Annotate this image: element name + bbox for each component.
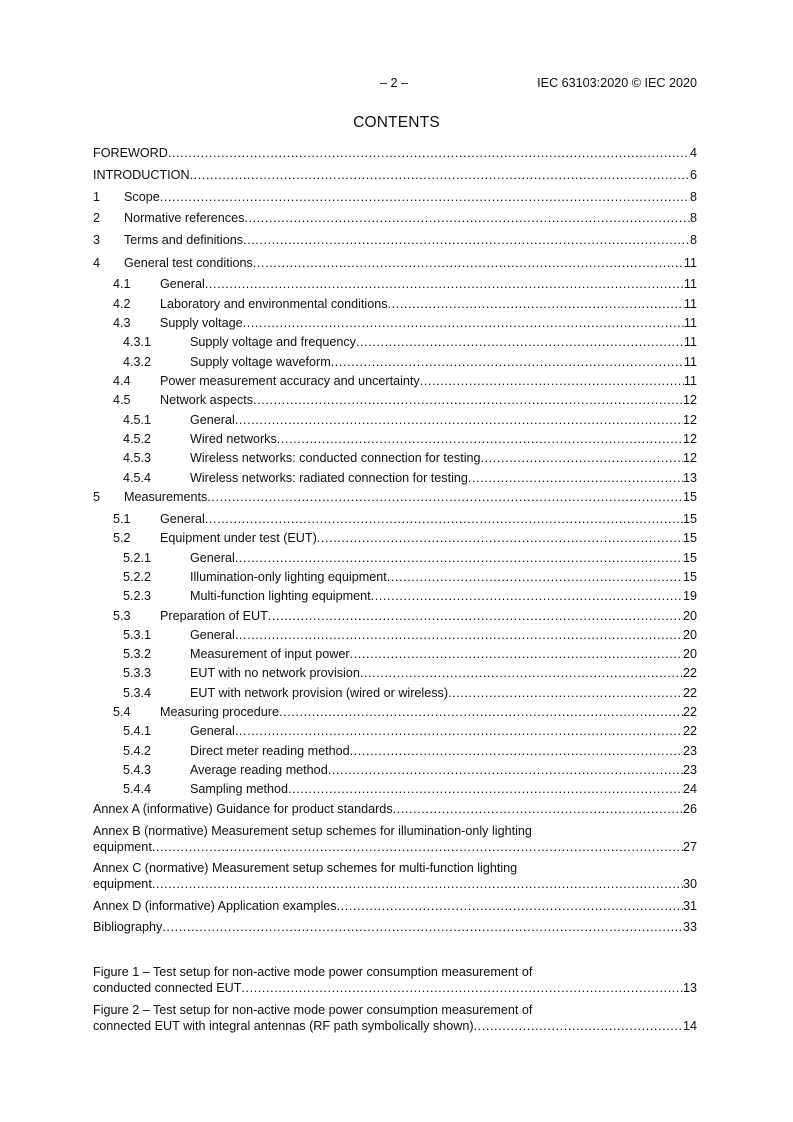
- toc-entry[interactable]: [93, 627, 697, 643]
- toc-entry-page: 6: [689, 168, 697, 182]
- toc-entry[interactable]: [93, 276, 697, 292]
- toc-entry[interactable]: [93, 919, 697, 935]
- toc-entry[interactable]: [93, 898, 697, 914]
- toc-entry-text: General: [190, 628, 235, 642]
- toc-entry-text: Laboratory and environmental conditions: [160, 297, 388, 311]
- toc-entry[interactable]: [93, 189, 697, 205]
- dot-leader: [235, 550, 683, 566]
- page-title: CONTENTS: [353, 114, 440, 131]
- dot-leader: [243, 315, 684, 331]
- toc-entry[interactable]: [93, 255, 697, 271]
- toc-entry-number: 5.4: [113, 705, 131, 719]
- toc-entry-page: 22: [682, 686, 697, 700]
- dot-leader: [360, 665, 683, 681]
- toc-entry-page: 23: [682, 744, 697, 758]
- toc-entry-page: 23: [682, 763, 697, 777]
- toc-entry-number: 4.5.1: [123, 413, 152, 427]
- toc-entry-page: 20: [682, 647, 697, 661]
- dot-leader: [328, 762, 683, 778]
- toc-entry-text: Network aspects: [160, 393, 254, 407]
- toc-entry-text: equipment: [93, 840, 152, 854]
- toc-entry[interactable]: [93, 550, 697, 566]
- toc-entry-text: Measurements: [124, 490, 208, 504]
- toc-entry-page: 14: [682, 1019, 697, 1033]
- toc-entry[interactable]: [93, 315, 697, 331]
- dot-leader: [235, 627, 683, 643]
- dot-leader: [481, 450, 683, 466]
- toc-entry-text: Supply voltage and frequency: [190, 335, 356, 349]
- toc-entry-number: 5.4.4: [123, 782, 152, 796]
- dot-leader: [253, 392, 683, 408]
- dot-leader: [168, 145, 690, 161]
- toc-entry-page: 15: [682, 531, 697, 545]
- toc-entry[interactable]: [93, 704, 697, 720]
- toc-entry-text: Illumination-only lighting equipment: [190, 570, 387, 584]
- toc-entry-text: Multi-function lighting equipment: [190, 589, 371, 603]
- toc-entry-number: 5.4.3: [123, 763, 152, 777]
- toc-entry-number: 4.4: [113, 374, 131, 388]
- toc-entry-text: INTRODUCTION: [93, 168, 190, 182]
- toc-entry-number: 4.1: [113, 277, 131, 291]
- toc-entry[interactable]: [93, 530, 697, 546]
- dot-leader: [387, 569, 683, 585]
- toc-entry-number: 5.3.1: [123, 628, 152, 642]
- dot-leader: [235, 723, 683, 739]
- toc-entry[interactable]: [93, 354, 697, 370]
- toc-entry-text: FOREWORD: [93, 146, 168, 160]
- toc-entry-page: 12: [682, 413, 697, 427]
- toc-entry-text: Measurement of input power: [190, 647, 350, 661]
- toc-entry-text: connected EUT with integral antennas (RF path symbolically shown): [93, 1019, 474, 1033]
- toc-entry-number: 1: [93, 190, 101, 204]
- toc-entry-text: EUT with network provision (wired or wireless): [190, 686, 449, 700]
- dot-leader: [235, 412, 683, 428]
- toc-entry[interactable]: [93, 685, 697, 701]
- dot-leader: [356, 334, 684, 350]
- toc-entry-number: 5.2.1: [123, 551, 152, 565]
- toc-entry-number: 4.5: [113, 393, 131, 407]
- toc-entry-text: equipment: [93, 877, 152, 891]
- toc-entry[interactable]: [93, 665, 697, 681]
- dot-leader: [350, 743, 683, 759]
- toc-entry-page: 20: [682, 628, 697, 642]
- toc-entry-number: 4.5.3: [123, 451, 152, 465]
- toc-entry-page: 24: [682, 782, 697, 796]
- toc-entry-number: 2: [93, 211, 101, 225]
- toc-entry[interactable]: [93, 373, 697, 389]
- toc-entry[interactable]: [93, 762, 697, 778]
- dot-leader: [448, 685, 683, 701]
- dot-leader: [317, 530, 683, 546]
- toc-entry-number: 4.5.2: [123, 432, 152, 446]
- toc-entry-page: 13: [682, 471, 697, 485]
- toc-entry-text: Bibliography: [93, 920, 163, 934]
- toc-entry-page: 22: [682, 705, 697, 719]
- toc-entry[interactable]: [93, 781, 697, 797]
- toc-entry-text: General: [190, 724, 235, 738]
- dot-leader: [468, 470, 683, 486]
- page-number: – 2 –: [380, 76, 409, 90]
- toc-entry[interactable]: [93, 801, 697, 817]
- toc-entry-number: 4.3: [113, 316, 131, 330]
- toc-entry-page: 31: [682, 899, 697, 913]
- toc-entry-page: 12: [682, 432, 697, 446]
- toc-entry-page: 8: [689, 233, 697, 247]
- toc-entry-number: 5.3.3: [123, 666, 152, 680]
- toc-entry-text: Scope: [124, 190, 160, 204]
- toc-entry-page: 4: [689, 146, 697, 160]
- toc-entry-page: 11: [683, 277, 697, 291]
- toc-entry-page: 15: [682, 570, 697, 584]
- toc-entry-page: 12: [682, 451, 697, 465]
- dot-leader: [350, 646, 683, 662]
- dot-leader: [205, 276, 684, 292]
- toc-entry-text: Average reading method: [190, 763, 328, 777]
- toc-entry-text: Terms and definitions: [124, 233, 244, 247]
- toc-entry-text: General: [190, 551, 235, 565]
- dot-leader: [277, 431, 683, 447]
- toc-entry[interactable]: [93, 511, 697, 527]
- toc-entry-page: 8: [689, 211, 697, 225]
- dot-leader: [337, 898, 683, 914]
- toc-entry-text: General: [190, 413, 235, 427]
- dot-leader: [268, 608, 683, 624]
- toc-entry-page: 22: [682, 666, 697, 680]
- toc-entry-text: Measuring procedure: [160, 705, 280, 719]
- dot-leader: [388, 296, 684, 312]
- toc-entry[interactable]: [93, 470, 697, 486]
- toc-entry[interactable]: [93, 823, 697, 855]
- toc-entry-page: 33: [682, 920, 697, 934]
- toc-entry[interactable]: [93, 489, 697, 505]
- toc-entry-text: General test conditions: [124, 256, 253, 270]
- toc-entry-number: 5.1: [113, 512, 131, 526]
- toc-entry[interactable]: [93, 569, 697, 585]
- dot-leader: [241, 980, 683, 996]
- toc-entry-text-line1: Figure 1 – Test setup for non-active mode power consumption measurement of: [93, 965, 533, 979]
- toc-entry[interactable]: [93, 588, 697, 604]
- toc-entry-page: 12: [682, 393, 697, 407]
- dot-leader: [244, 210, 690, 226]
- dot-leader: [288, 781, 683, 797]
- dot-leader: [207, 489, 683, 505]
- toc-entry-number: 5.2.3: [123, 589, 152, 603]
- toc-entry[interactable]: [93, 167, 697, 183]
- toc-entry-page: 27: [682, 840, 697, 854]
- toc-entry-text-line1: Annex B (normative) Measurement setup schemes for illumination-only lighting: [93, 824, 532, 838]
- toc-entry[interactable]: [93, 608, 697, 624]
- dot-leader: [371, 588, 683, 604]
- toc-entry[interactable]: [93, 964, 697, 996]
- dot-leader: [205, 511, 683, 527]
- dot-leader: [253, 255, 684, 271]
- toc-entry-number: 4: [93, 256, 101, 270]
- toc-entry-page: 11: [683, 374, 697, 388]
- toc-entry-page: 11: [683, 335, 697, 349]
- toc-entry-page: 30: [682, 877, 697, 891]
- toc-entry-text: Equipment under test (EUT): [160, 531, 317, 545]
- toc-entry-text: Preparation of EUT: [160, 609, 268, 623]
- toc-entry-text: General: [160, 512, 205, 526]
- dot-leader: [420, 373, 684, 389]
- toc-entry-number: 5.2.2: [123, 570, 152, 584]
- toc-entry-page: 11: [683, 355, 697, 369]
- toc-entry[interactable]: [93, 145, 697, 161]
- dot-leader: [190, 167, 690, 183]
- toc-entry[interactable]: [93, 334, 697, 350]
- toc-entry[interactable]: [93, 296, 697, 312]
- toc-entry-page: 15: [682, 551, 697, 565]
- toc-entry-number: 5.3.4: [123, 686, 152, 700]
- toc-entry-text: General: [160, 277, 205, 291]
- toc-entry-page: 11: [683, 316, 697, 330]
- toc-entry-page: 19: [682, 589, 697, 603]
- toc-entry-text: Supply voltage waveform: [190, 355, 331, 369]
- toc-entry[interactable]: [93, 723, 697, 739]
- toc-entry[interactable]: [93, 232, 697, 248]
- toc-entry[interactable]: [93, 210, 697, 226]
- toc-entry-text: Wireless networks: radiated connection for testing: [190, 471, 468, 485]
- standard-id: IEC 63103:2020 © IEC 2020: [537, 76, 697, 90]
- toc-entry-text: Power measurement accuracy and uncertainty: [160, 374, 420, 388]
- toc-entry-page: 8: [689, 190, 697, 204]
- toc-entry-number: 5.4.1: [123, 724, 152, 738]
- toc-entry-text-line1: Annex C (normative) Measurement setup schemes for multi-function lighting: [93, 861, 518, 875]
- toc-entry-number: 4.3.1: [123, 335, 152, 349]
- toc-entry-page: 15: [682, 512, 697, 526]
- toc-entry-text: Annex A (informative) Guidance for product standards: [93, 802, 393, 816]
- toc-entry-page: 22: [682, 724, 697, 738]
- toc-entry-number: 3: [93, 233, 101, 247]
- toc-entry-number: 5.2: [113, 531, 131, 545]
- toc-entry[interactable]: [93, 450, 697, 466]
- toc-entry-text-line1: Figure 2 – Test setup for non-active mode power consumption measurement of: [93, 1003, 533, 1017]
- dot-leader: [393, 801, 683, 817]
- toc-entry-page: 11: [683, 256, 697, 270]
- toc-entry-text: EUT with no network provision: [190, 666, 360, 680]
- dot-leader: [279, 704, 683, 720]
- toc-entry[interactable]: [93, 860, 697, 892]
- toc-entry-number: 5: [93, 490, 101, 504]
- toc-entry-text: Wireless networks: conducted connection for testing: [190, 451, 481, 465]
- toc-entry[interactable]: [93, 743, 697, 759]
- toc-entry[interactable]: [93, 412, 697, 428]
- toc-entry-number: 4.3.2: [123, 355, 152, 369]
- dot-leader: [160, 189, 690, 205]
- toc-entry-number: 4.2: [113, 297, 131, 311]
- toc-entry[interactable]: [93, 646, 697, 662]
- toc-entry-text: Sampling method: [190, 782, 289, 796]
- toc-entry-text: Direct meter reading method: [190, 744, 350, 758]
- toc-entry-number: 5.3.2: [123, 647, 152, 661]
- toc-entry-text: Supply voltage: [160, 316, 243, 330]
- toc-entry-page: 15: [682, 490, 697, 504]
- toc-entry-page: 26: [682, 802, 697, 816]
- dot-leader: [243, 232, 690, 248]
- toc-entry-text: Normative references: [124, 211, 245, 225]
- dot-leader: [152, 839, 683, 855]
- dot-leader: [331, 354, 684, 370]
- toc-entry-number: 4.5.4: [123, 471, 152, 485]
- toc-entry-text: conducted connected EUT: [93, 981, 242, 995]
- dot-leader: [474, 1018, 683, 1034]
- dot-leader: [152, 876, 683, 892]
- toc-entry-text: Wired networks: [190, 432, 277, 446]
- toc-entry-page: 20: [682, 609, 697, 623]
- toc-entry[interactable]: [93, 1002, 697, 1034]
- toc-entry-page: 13: [682, 981, 697, 995]
- toc-entry-number: 5.4.2: [123, 744, 152, 758]
- toc-entry-text: Annex D (informative) Application examples: [93, 899, 337, 913]
- dot-leader: [162, 919, 683, 935]
- toc-entry[interactable]: [93, 431, 697, 447]
- toc-entry-number: 5.3: [113, 609, 131, 623]
- toc-entry-page: 11: [683, 297, 697, 311]
- toc-entry[interactable]: [93, 392, 697, 408]
